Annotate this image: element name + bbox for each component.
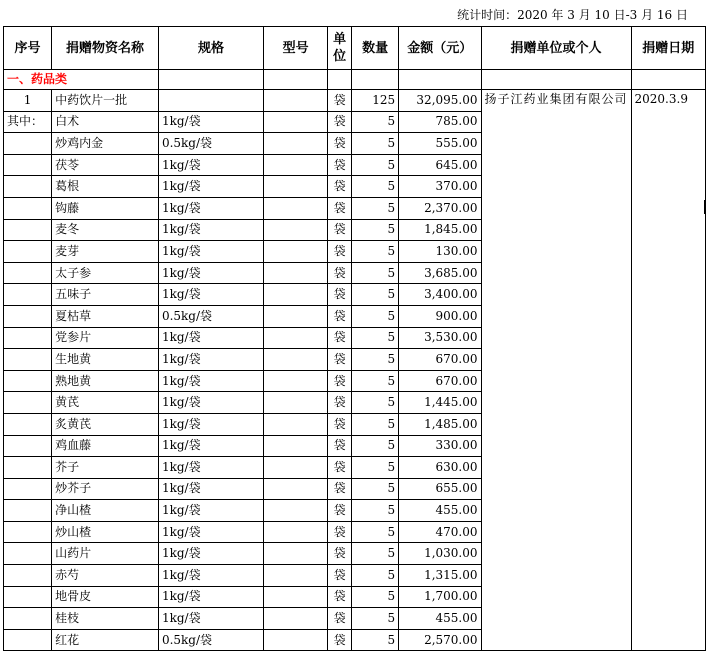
item-qty: 5 xyxy=(352,413,399,435)
item-spec: 0.5kg/袋 xyxy=(158,629,263,651)
item-unit: 袋 xyxy=(328,457,352,479)
item-model xyxy=(264,478,328,500)
item-qty: 5 xyxy=(352,133,399,155)
item-spec: 1kg/袋 xyxy=(158,500,263,522)
item-qty: 5 xyxy=(352,457,399,479)
item-name: 夏枯草 xyxy=(52,305,159,327)
item-unit: 袋 xyxy=(328,133,352,155)
item-qty: 5 xyxy=(352,197,399,219)
item-amount: 1,845.00 xyxy=(399,219,481,241)
item-amount: 630.00 xyxy=(399,457,481,479)
item-seq xyxy=(4,370,52,392)
header-qty: 数量 xyxy=(352,27,399,70)
item-qty: 5 xyxy=(352,478,399,500)
item-name: 炙黄芪 xyxy=(52,413,159,435)
item-model xyxy=(264,327,328,349)
item-amount: 455.00 xyxy=(399,608,481,630)
item-spec: 1kg/袋 xyxy=(158,565,263,587)
date-cell: 2020.3.9 xyxy=(631,90,705,651)
item-qty: 5 xyxy=(352,565,399,587)
item-seq xyxy=(4,521,52,543)
item-seq xyxy=(4,176,52,198)
item-unit: 袋 xyxy=(328,262,352,284)
item-spec: 1kg/袋 xyxy=(158,608,263,630)
item-spec: 1kg/袋 xyxy=(158,435,263,457)
donor-cell: 扬子江药业集团有限公司 xyxy=(481,90,631,651)
item-model xyxy=(264,413,328,435)
item-model xyxy=(264,565,328,587)
item-amount: 470.00 xyxy=(399,521,481,543)
main-name: 中药饮片一批 xyxy=(52,90,159,112)
item-model xyxy=(264,435,328,457)
item-seq: 其中： xyxy=(4,111,52,133)
item-amount: 3,530.00 xyxy=(399,327,481,349)
item-seq xyxy=(4,133,52,155)
item-amount: 1,030.00 xyxy=(399,543,481,565)
item-model xyxy=(264,284,328,306)
header-name: 捐赠物资名称 xyxy=(52,27,159,70)
item-spec: 1kg/袋 xyxy=(158,413,263,435)
item-spec: 1kg/袋 xyxy=(158,197,263,219)
item-amount: 455.00 xyxy=(399,500,481,522)
item-seq xyxy=(4,284,52,306)
item-model xyxy=(264,392,328,414)
item-name: 炒山楂 xyxy=(52,521,159,543)
item-amount: 900.00 xyxy=(399,305,481,327)
item-unit: 袋 xyxy=(328,413,352,435)
item-unit: 袋 xyxy=(328,435,352,457)
item-name: 芥子 xyxy=(52,457,159,479)
item-seq xyxy=(4,349,52,371)
item-unit: 袋 xyxy=(328,327,352,349)
header-date: 捐赠日期 xyxy=(631,27,705,70)
item-amount: 555.00 xyxy=(399,133,481,155)
item-model xyxy=(264,241,328,263)
item-name: 党参片 xyxy=(52,327,159,349)
item-seq xyxy=(4,478,52,500)
item-name: 净山楂 xyxy=(52,500,159,522)
item-name: 麦芽 xyxy=(52,241,159,263)
item-model xyxy=(264,154,328,176)
item-unit: 袋 xyxy=(328,521,352,543)
item-spec: 1kg/袋 xyxy=(158,478,263,500)
item-unit: 袋 xyxy=(328,111,352,133)
header-spec: 规格 xyxy=(158,27,263,70)
item-model xyxy=(264,457,328,479)
item-seq xyxy=(4,586,52,608)
item-unit: 袋 xyxy=(328,586,352,608)
item-seq xyxy=(4,392,52,414)
header-seq: 序号 xyxy=(4,27,52,70)
donation-table xyxy=(3,26,706,651)
item-spec: 1kg/袋 xyxy=(158,111,263,133)
main-qty: 125 xyxy=(352,90,399,112)
item-spec: 1kg/袋 xyxy=(158,262,263,284)
item-unit: 袋 xyxy=(328,154,352,176)
item-qty: 5 xyxy=(352,608,399,630)
item-qty: 5 xyxy=(352,327,399,349)
item-name: 茯苓 xyxy=(52,154,159,176)
main-spec xyxy=(158,90,263,112)
item-model xyxy=(264,521,328,543)
item-unit: 袋 xyxy=(328,284,352,306)
item-model xyxy=(264,500,328,522)
item-name: 生地黄 xyxy=(52,349,159,371)
item-model xyxy=(264,133,328,155)
item-name: 炒芥子 xyxy=(52,478,159,500)
item-seq xyxy=(4,629,52,651)
item-qty: 5 xyxy=(352,262,399,284)
item-spec: 1kg/袋 xyxy=(158,219,263,241)
item-amount: 1,445.00 xyxy=(399,392,481,414)
item-qty: 5 xyxy=(352,521,399,543)
item-seq xyxy=(4,500,52,522)
item-seq xyxy=(4,219,52,241)
item-spec: 0.5kg/袋 xyxy=(158,305,263,327)
item-unit: 袋 xyxy=(328,305,352,327)
item-spec: 1kg/袋 xyxy=(158,370,263,392)
item-name: 钩藤 xyxy=(52,197,159,219)
item-model xyxy=(264,111,328,133)
item-name: 熟地黄 xyxy=(52,370,159,392)
item-name: 麦冬 xyxy=(52,219,159,241)
item-amount: 670.00 xyxy=(399,349,481,371)
item-seq xyxy=(4,262,52,284)
item-qty: 5 xyxy=(352,435,399,457)
item-seq xyxy=(4,413,52,435)
item-seq xyxy=(4,154,52,176)
item-spec: 1kg/袋 xyxy=(158,521,263,543)
item-name: 葛根 xyxy=(52,176,159,198)
statistics-period: 统计时间：2020 年 3 月 10 日-3 月 16 日 xyxy=(457,8,688,22)
item-seq xyxy=(4,327,52,349)
item-unit: 袋 xyxy=(328,500,352,522)
main-donation-row xyxy=(4,90,706,112)
item-amount: 370.00 xyxy=(399,176,481,198)
item-amount: 670.00 xyxy=(399,370,481,392)
item-spec: 0.5kg/袋 xyxy=(158,133,263,155)
item-qty: 5 xyxy=(352,305,399,327)
item-name: 黄芪 xyxy=(52,392,159,414)
item-amount: 1,485.00 xyxy=(399,413,481,435)
item-unit: 袋 xyxy=(328,176,352,198)
item-model xyxy=(264,262,328,284)
item-amount: 645.00 xyxy=(399,154,481,176)
item-unit: 袋 xyxy=(328,478,352,500)
item-amount: 2,570.00 xyxy=(399,629,481,651)
item-amount: 3,400.00 xyxy=(399,284,481,306)
item-unit: 袋 xyxy=(328,608,352,630)
item-seq xyxy=(4,435,52,457)
item-name: 红花 xyxy=(52,629,159,651)
item-name: 山药片 xyxy=(52,543,159,565)
header-row xyxy=(4,27,706,70)
item-amount: 330.00 xyxy=(399,435,481,457)
item-name: 桂枝 xyxy=(52,608,159,630)
main-model xyxy=(264,90,328,112)
item-name: 赤芍 xyxy=(52,565,159,587)
item-model xyxy=(264,543,328,565)
item-seq xyxy=(4,305,52,327)
item-spec: 1kg/袋 xyxy=(158,457,263,479)
item-model xyxy=(264,305,328,327)
item-unit: 袋 xyxy=(328,543,352,565)
item-seq xyxy=(4,197,52,219)
item-model xyxy=(264,197,328,219)
item-name: 炒鸡内金 xyxy=(52,133,159,155)
item-model xyxy=(264,629,328,651)
item-unit: 袋 xyxy=(328,370,352,392)
item-amount: 785.00 xyxy=(399,111,481,133)
item-qty: 5 xyxy=(352,176,399,198)
main-seq: 1 xyxy=(4,90,52,112)
item-qty: 5 xyxy=(352,154,399,176)
main-unit: 袋 xyxy=(328,90,352,112)
item-qty: 5 xyxy=(352,370,399,392)
item-model xyxy=(264,586,328,608)
item-spec: 1kg/袋 xyxy=(158,543,263,565)
item-qty: 5 xyxy=(352,241,399,263)
item-seq xyxy=(4,241,52,263)
item-seq xyxy=(4,565,52,587)
main-amount: 32,095.00 xyxy=(399,90,481,112)
item-seq xyxy=(4,543,52,565)
item-name: 地骨皮 xyxy=(52,586,159,608)
item-spec: 1kg/袋 xyxy=(158,176,263,198)
item-unit: 袋 xyxy=(328,241,352,263)
item-amount: 130.00 xyxy=(399,241,481,263)
header-amount: 金额（元） xyxy=(399,27,481,70)
item-model xyxy=(264,608,328,630)
item-unit: 袋 xyxy=(328,392,352,414)
header-unit: 单位 xyxy=(328,27,352,70)
item-qty: 5 xyxy=(352,284,399,306)
item-spec: 1kg/袋 xyxy=(158,327,263,349)
item-qty: 5 xyxy=(352,629,399,651)
item-model xyxy=(264,370,328,392)
category-row xyxy=(4,70,706,90)
header-model: 型号 xyxy=(264,27,328,70)
item-model xyxy=(264,349,328,371)
item-amount: 1,315.00 xyxy=(399,565,481,587)
item-name: 鸡血藤 xyxy=(52,435,159,457)
item-amount: 3,685.00 xyxy=(399,262,481,284)
item-unit: 袋 xyxy=(328,349,352,371)
item-spec: 1kg/袋 xyxy=(158,154,263,176)
item-model xyxy=(264,219,328,241)
item-amount: 1,700.00 xyxy=(399,586,481,608)
item-qty: 5 xyxy=(352,111,399,133)
item-qty: 5 xyxy=(352,219,399,241)
item-unit: 袋 xyxy=(328,565,352,587)
item-spec: 1kg/袋 xyxy=(158,241,263,263)
item-model xyxy=(264,176,328,198)
item-unit: 袋 xyxy=(328,219,352,241)
item-qty: 5 xyxy=(352,543,399,565)
item-unit: 袋 xyxy=(328,197,352,219)
item-spec: 1kg/袋 xyxy=(158,586,263,608)
item-spec: 1kg/袋 xyxy=(158,392,263,414)
item-seq xyxy=(4,608,52,630)
item-qty: 5 xyxy=(352,392,399,414)
item-amount: 655.00 xyxy=(399,478,481,500)
item-seq xyxy=(4,457,52,479)
header-donor: 捐赠单位或个人 xyxy=(481,27,631,70)
item-name: 白术 xyxy=(52,111,159,133)
item-amount: 2,370.00 xyxy=(399,197,481,219)
category-label: 一、药品类 xyxy=(4,70,159,90)
item-name: 太子参 xyxy=(52,262,159,284)
item-spec: 1kg/袋 xyxy=(158,349,263,371)
item-qty: 5 xyxy=(352,349,399,371)
item-spec: 1kg/袋 xyxy=(158,284,263,306)
item-unit: 袋 xyxy=(328,629,352,651)
item-qty: 5 xyxy=(352,586,399,608)
item-qty: 5 xyxy=(352,500,399,522)
item-name: 五味子 xyxy=(52,284,159,306)
